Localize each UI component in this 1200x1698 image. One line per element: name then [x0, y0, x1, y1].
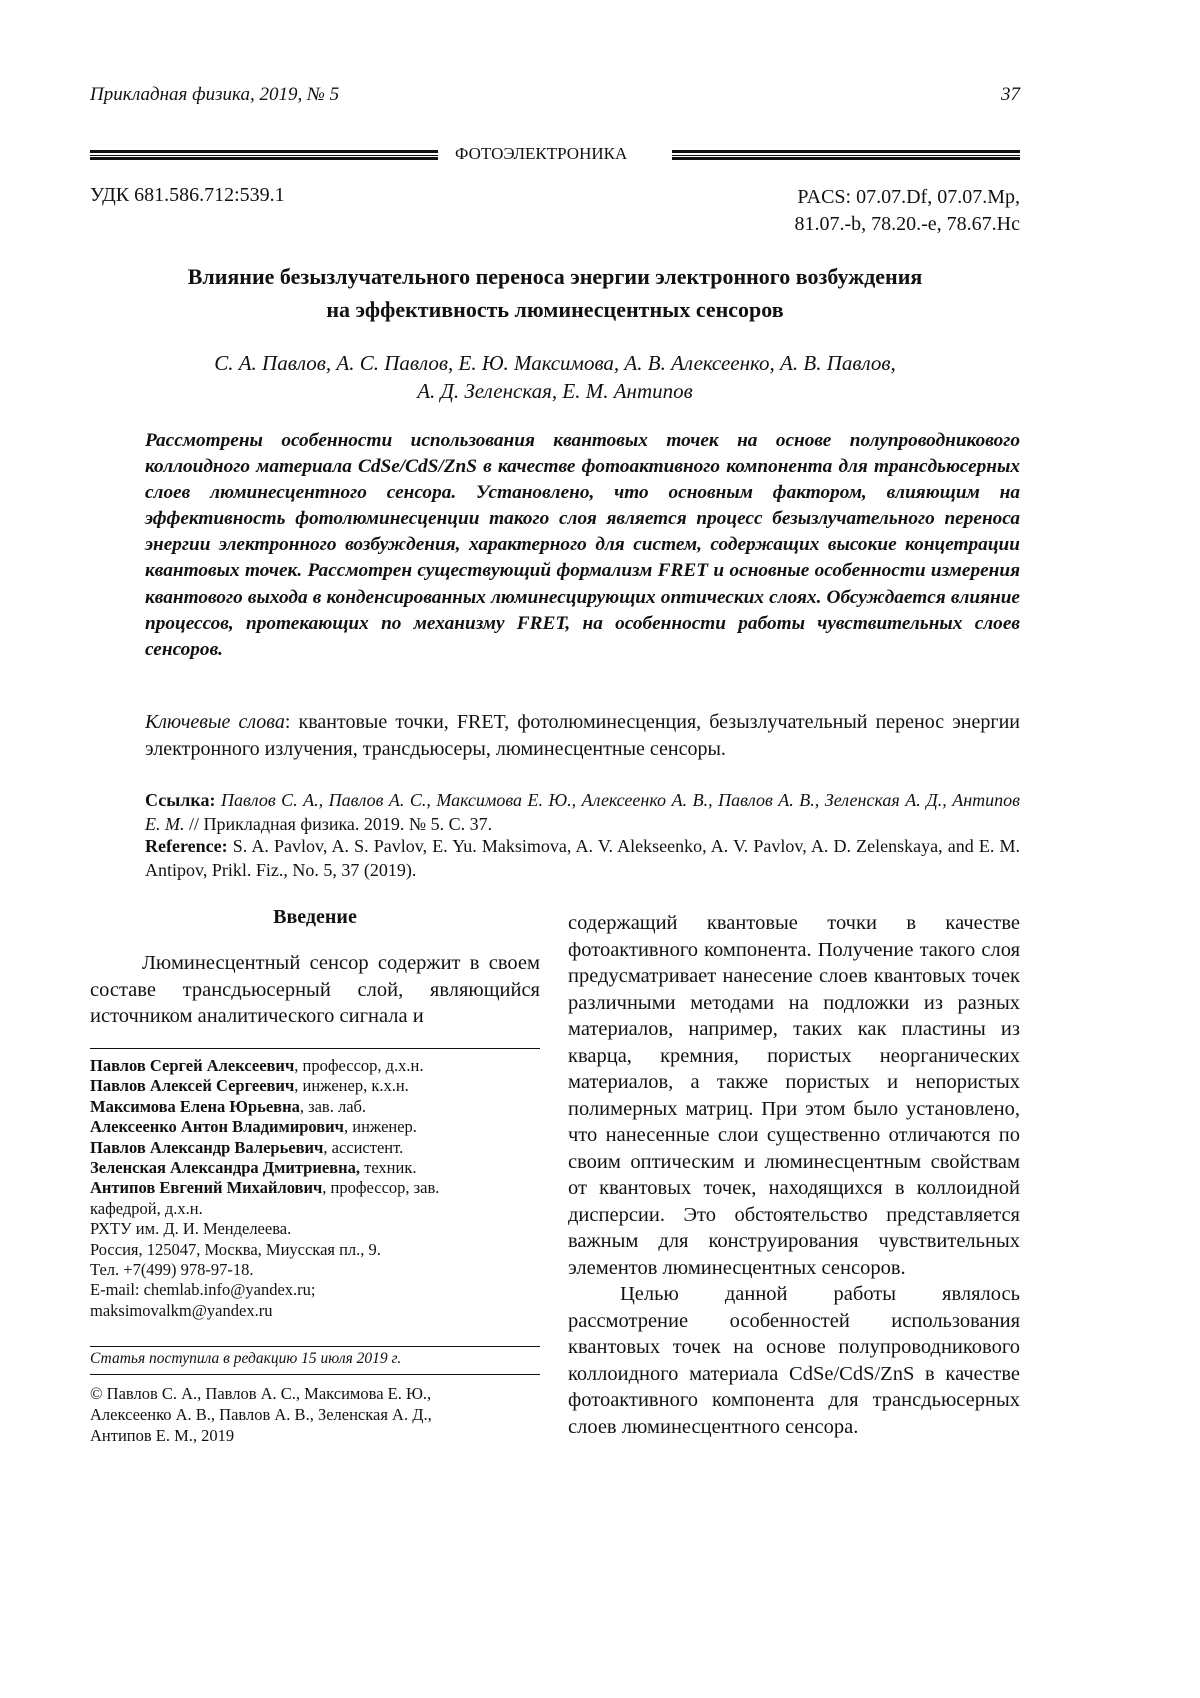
- affiliation-line: maksimovalkm@yandex.ru: [90, 1301, 470, 1321]
- copyright-divider: [90, 1374, 540, 1375]
- keywords-text: : квантовые точки, FRET, фотолюминесценция, безызлучательный перенос энергии электронного излучения, трансдьюсеры, люминесцентные сенсоры.: [145, 711, 1020, 760]
- citation-source: // Прикладная физика. 2019. № 5. С. 37.: [185, 814, 493, 834]
- author-info-line: Алексеенко Антон Владимирович, инженер.: [90, 1117, 470, 1137]
- section-rule-right: [672, 150, 1020, 160]
- authors: [90, 349, 1020, 405]
- title-line: Влияние безызлучательного переноса энергии электронного возбуждения: [90, 260, 1020, 293]
- affiliation-line: E-mail: chemlab.info@yandex.ru;: [90, 1280, 470, 1300]
- udk: УДК 681.586.712:539.1: [90, 184, 285, 207]
- received-date: Статья поступила в редакцию 15 июля 2019 г.: [90, 1350, 401, 1368]
- authors-line: А. Д. Зеленская, Е. М. Антипов: [90, 377, 1020, 405]
- author-info-line: Павлов Сергей Алексеевич, профессор, д.х.н.: [90, 1056, 470, 1076]
- citation-label: Ссылка:: [145, 790, 215, 810]
- section-rule-left: [90, 150, 438, 160]
- intro-right-paragraph-1: содержащий квантовые точки в качестве фотоактивного компонента. Получение такого слоя предусматривает нанесение слоев квантовых точек различными методами на подложки из разных материалов, например, таких как пластины из кварца, кремния, пористых неорганических материалов, а также пористых и непористых полимерных матриц. При этом было установлено, что нанесенные слои существенно отличаются по своим оптическим и люминесцентным свойствам от квантовых точек, находящихся в коллоидной дисперсии. Это обстоятельство представляется важным для конструирования чувствительных элементов люминесцентных сенсоров.: [568, 910, 1020, 1281]
- section-name: ФОТОЭЛЕКТРОНИКА: [455, 144, 627, 164]
- paper-page: [0, 0, 1200, 1698]
- reference-label: Reference:: [145, 836, 228, 856]
- received-divider: [90, 1346, 540, 1347]
- page-number: 37: [1001, 84, 1020, 106]
- authors-line: С. А. Павлов, А. С. Павлов, Е. Ю. Максимова, А. В. Алексеенко, А. В. Павлов,: [90, 349, 1020, 377]
- author-info-line: Зеленская Александра Дмитриевна, техник.: [90, 1158, 470, 1178]
- copyright: © Павлов С. А., Павлов А. С., Максимова Е. Ю., Алексеенко А. В., Павлов А. В., Зеленская А. Д., Антипов Е. М., 2019: [90, 1383, 490, 1446]
- intro-right-paragraph-2: Целью данной работы являлось рассмотрение особенностей использования квантовых точек на основе полупроводникового коллоидного материала CdSe/CdS/ZnS в качестве фотоактивного компонента для трансдьюсерных слоев люминесцентного сенсора.: [568, 1281, 1020, 1440]
- author-info: [90, 1056, 470, 1321]
- citation: [145, 788, 1020, 836]
- reference-text: S. A. Pavlov, A. S. Pavlov, E. Yu. Maksimova, A. V. Alekseenko, A. V. Pavlov, A. D. Zelenskaya, and E. M. Antipov, Prikl. Fiz., No. 5, 37 (2019).: [145, 836, 1020, 880]
- keywords: [145, 709, 1020, 763]
- reference: [145, 834, 1020, 882]
- keywords-label: Ключевые слова: [145, 711, 285, 733]
- intro-heading: Введение: [90, 906, 540, 929]
- author-info-line: Павлов Алексей Сергеевич, инженер, к.х.н.: [90, 1076, 470, 1096]
- author-info-line: Антипов Евгений Михайлович, профессор, зав. кафедрой, д.х.н.: [90, 1178, 460, 1219]
- pacs-line: PACS: 07.07.Df, 07.07.Mp,: [794, 184, 1020, 211]
- article-title: [90, 260, 1020, 326]
- pacs: [794, 184, 1020, 238]
- journal-header: Прикладная физика, 2019, № 5: [90, 84, 339, 106]
- author-info-line: Максимова Елена Юрьевна, зав. лаб.: [90, 1097, 470, 1117]
- intro-left-paragraph: Люминесцентный сенсор содержит в своем составе трансдьюсерный слой, являющийся источником аналитического сигнала и: [90, 950, 540, 1030]
- author-info-line: Павлов Александр Валерьевич, ассистент.: [90, 1138, 470, 1158]
- pacs-line: 81.07.-b, 78.20.-e, 78.67.Hc: [794, 211, 1020, 238]
- affiliation-line: Россия, 125047, Москва, Миусская пл., 9.: [90, 1240, 470, 1260]
- affiliation-line: РХТУ им. Д. И. Менделеева.: [90, 1219, 470, 1239]
- abstract: Рассмотрены особенности использования квантовых точек на основе полупроводникового коллоидного материала CdSe/CdS/ZnS в качестве фотоактивного компонента для трансдьюсерных слоев люминесцентного сенсора. Установлено, что основным фактором, влияющим на эффективность фотолюминесценции такого слоя является процесс безызлучательного переноса энергии электронного возбуждения, характерного для систем, содержащих высокие концетрации квантовых точек. Рассмотрен существующий формализм FRET и основные особенности измерения квантового выхода в конденсированных люминесцирующих оптических слоях. Обсуждается влияние процессов, протекающих по механизму FRET, на особенности работы чувствительных слоев сенсоров.: [145, 428, 1020, 663]
- citation-authors: Павлов С. А., Павлов А. С., Максимова Е. Ю., Алексеенко А. В., Павлов А. В., Зеленская А. Д., Антипов Е. М.: [145, 790, 1020, 834]
- footnote-divider: [90, 1048, 540, 1049]
- title-line: на эффективность люминесцентных сенсоров: [90, 293, 1020, 326]
- affiliation-line: Тел. +7(499) 978-97-18.: [90, 1260, 470, 1280]
